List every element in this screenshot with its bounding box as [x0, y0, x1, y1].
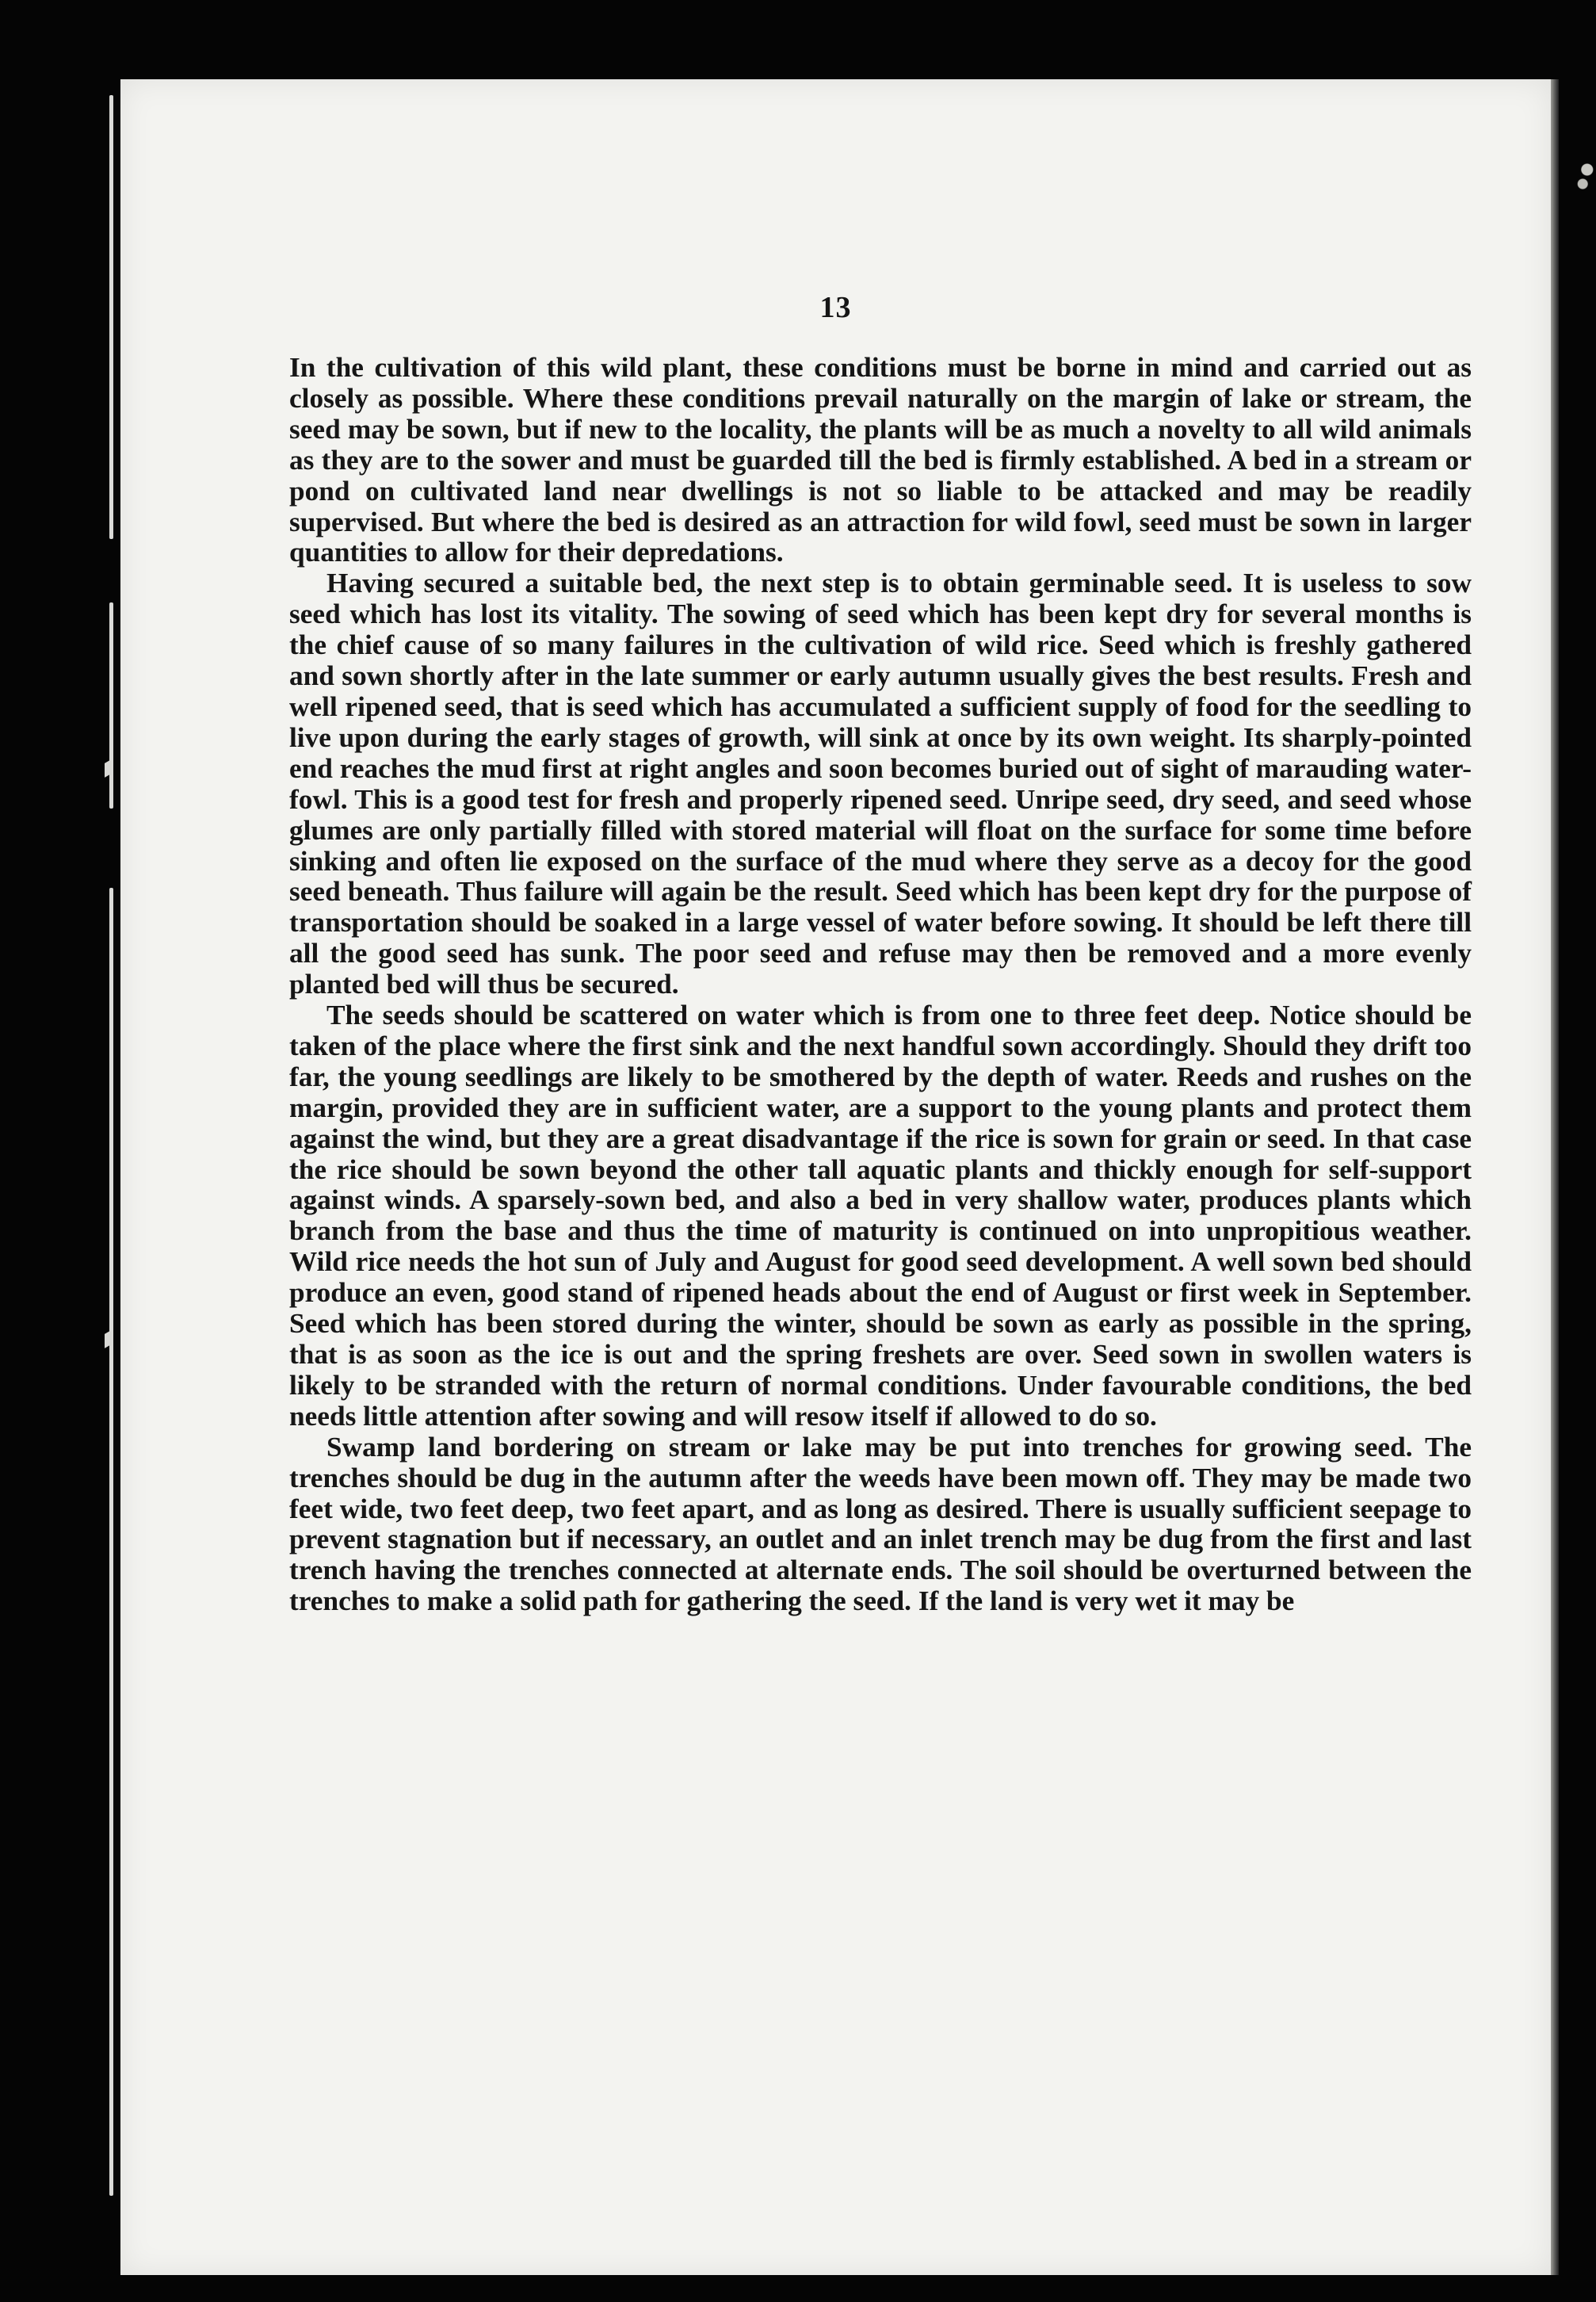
binding-edge — [109, 602, 113, 809]
page-number: 13 — [819, 291, 852, 324]
binding-edge — [109, 95, 113, 539]
binding-edge — [109, 888, 113, 2196]
body-text — [289, 353, 1472, 1617]
scan-artifact — [1574, 151, 1596, 198]
paragraph: The seeds should be scattered on water which is from one to three feet deep. Notice should be taken of the place where the first sink and the next handful sown accordingly. Should they drift too far, the young seedlings are likely to be smothered by the depth of water. Reeds and rushes on the margin, provided they are in sufficient water, are a support to the young plants and protect them against the wind, but they are a great disadvantage if the rice is sown for grain or seed. In that case the rice should be sown beyond the other tall aquatic plants and thickly enough for self-support against winds. A sparsely-sown bed, and also a bed in very shallow water, produces plants which branch from the base and thus the time of maturity is continued on into unpropitious weather. Wild rice needs the hot sun of July and August for good seed development. A well sown bed should produce an even, good stand of ripened heads about the end of August or first week in September. Seed which has been stored during the winter, should be sown as early as possible in the spring, that is as soon as the ice is out and the spring freshets are over. Seed sown in swollen waters is likely to be stranded with the return of normal conditions. Under favourable conditions, the bed needs little attention after sowing and will resow itself if allowed to do so. — [289, 1000, 1472, 1432]
paragraph: Having secured a suitable bed, the next step is to obtain germinable seed. It is useless to sow seed which has lost its vitality. The sowing of seed which has been kept dry for several months is the chief cause of so many failures in the cultivation of wild rice. Seed which is freshly gathered and sown shortly after in the late summer or early autumn usually gives the best results. Fresh and well ripened seed, that is seed which has accumulated a sufficient supply of food for the seedling to live upon during the early stages of growth, will sink at once by its own weight. Its sharply-pointed end reaches the mud first at right angles and soon becomes buried out of sight of marauding water-fowl. This is a good test for fresh and properly ripened seed. Unripe seed, dry seed, and seed whose glumes are only partially filled with stored material will float on the surface for some time before sinking and often lie exposed on the surface of the mud where they serve as a decoy for the good seed beneath. Thus failure will again be the result. Seed which has been kept dry for the purpose of transportation should be soaked in a large vessel of water before sowing. It should be left there till all the good seed has sunk. The poor seed and refuse may then be removed and a more evenly planted bed will thus be secured. — [289, 568, 1472, 1000]
paragraph: In the cultivation of this wild plant, these conditions must be borne in mind and carried out as closely as possible. Where these conditions prevail naturally on the margin of lake or stream, the seed may be sown, but if new to the locality, the plants will be as much a novelty to all wild animals as they are to the sower and must be guarded till the bed is firmly established. A bed in a stream or pond on cultivated land near dwellings is not so liable to be attacked and may be readily supervised. But where the bed is desired as an attraction for wild fowl, seed must be sown in larger quantities to allow for their depredations. — [289, 352, 1472, 568]
paragraph: Swamp land bordering on stream or lake may be put into trenches for growing seed. The trenches should be dug in the autumn after the weeds have been mown off. They may be made two feet wide, two feet deep, two feet apart, and as long as desired. There is usually sufficient seepage to prevent stagnation but if necessary, an outlet and an inlet trench may be dug from the first and last trench having the trenches connected at alternate ends. The soil should be overturned between the trenches to make a solid path for gathering the seed. If the land is very wet it may be — [289, 1431, 1472, 1617]
page-edge-shadow — [1551, 79, 1559, 2275]
book-page — [120, 79, 1551, 2275]
